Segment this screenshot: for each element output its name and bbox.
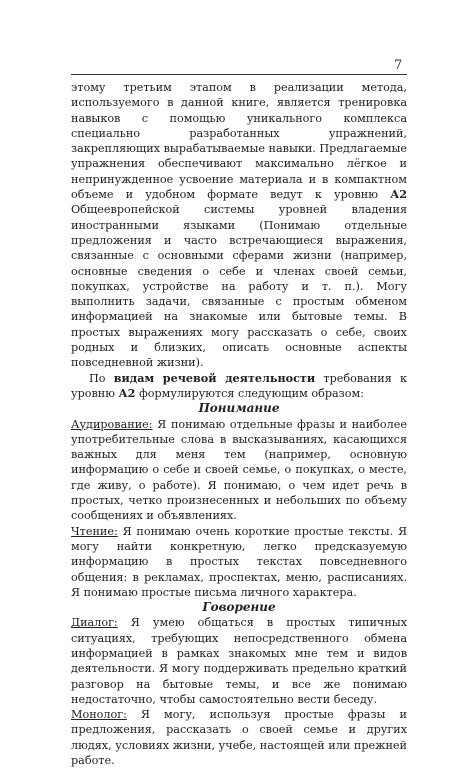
- speech-activity-term: видам речевой деятельности: [113, 370, 316, 385]
- listening-label: Аудирование:: [71, 417, 153, 431]
- monologue-paragraph: [71, 707, 407, 768]
- reading-label: Чтение:: [71, 524, 118, 538]
- section-heading-understanding: Понимание: [198, 401, 280, 416]
- dialogue-paragraph: [71, 615, 407, 707]
- intro-text-part2: Общеевропейской системы уровней владения иностранными языками (Понимаю отдельные предложения и часто встречающиеся выражения, связанные с основными сферами жизни (например, основные сведения о себе и членах своей семьи, покупках, устройстве на работу и т. п.). Могу выполнить задачи, связанные с простым обменом информацией на знакомые или бытовые темы. В простых выражениях могу рассказать о себе, своих родных и близких, описать основные аспекты повседневной жизни).: [71, 203, 407, 370]
- monologue-text: Я могу, используя простые фразы и предложения, рассказать о своей семье и других людях, условиях жизни, учебе, настоящей или прежней работе.: [71, 708, 407, 768]
- listening-paragraph: [71, 417, 407, 524]
- dialogue-text: Я умею общаться в простых типичных ситуациях, требующих непосредственного обмена информацией в рамках знакомых мне тем и видов деятельности. Я могу поддерживать предельно краткий разговор на бытовые темы, и все же понимаю недостаточно, чтобы самостоятельно вести беседу.: [71, 616, 407, 706]
- requirements-paragraph: [71, 371, 407, 402]
- section-heading-speaking: Говорение: [202, 600, 276, 615]
- intro-paragraph: [71, 80, 407, 371]
- requirements-end: формулируются следующим образом:: [135, 386, 364, 400]
- requirements-lead: По: [89, 371, 114, 385]
- monologue-label: Монолог:: [71, 708, 127, 722]
- dialogue-label: Диалог:: [71, 616, 118, 630]
- reading-paragraph: [71, 524, 407, 600]
- page-content: [71, 80, 407, 768]
- reading-text: Я понимаю очень короткие простые тексты. Я могу найти конкретную, легко предсказуемую информацию в простых текстах повседневного общения: в рекламах, проспектах, меню, расписаниях. Я понимаю простые письма личного характера.: [71, 524, 407, 599]
- page-number: 7: [394, 58, 403, 73]
- intro-text-part1: этому третьим этапом в реализации метода, используемого в данной книге, является тренировка навыков с помощью уникального комплекса специально разработанных упражнений, закрепляющих вырабатываемые навыки. Предлагаемые упражнения обеспечивают максимально лёгкое и непринужденное усвоение материала и в компактном объеме и удобном формате ведут к уровню: [71, 81, 408, 202]
- header-rule: [71, 74, 407, 75]
- requirements-level: А2: [118, 385, 136, 400]
- requirements-mid: требования к уровню: [71, 371, 407, 400]
- listening-text: Я понимаю отдельные фразы и наиболее употребительные слова в высказываниях, касающихся важных для меня тем (например, основную информацию о себе и своей семье, о покупках, о месте, где живу, о работе). Я понимаю, о чем идет речь в простых, четко произнесенных и небольших по объему сообщениях и объявлениях.: [71, 417, 407, 523]
- level-label: А2: [390, 187, 407, 202]
